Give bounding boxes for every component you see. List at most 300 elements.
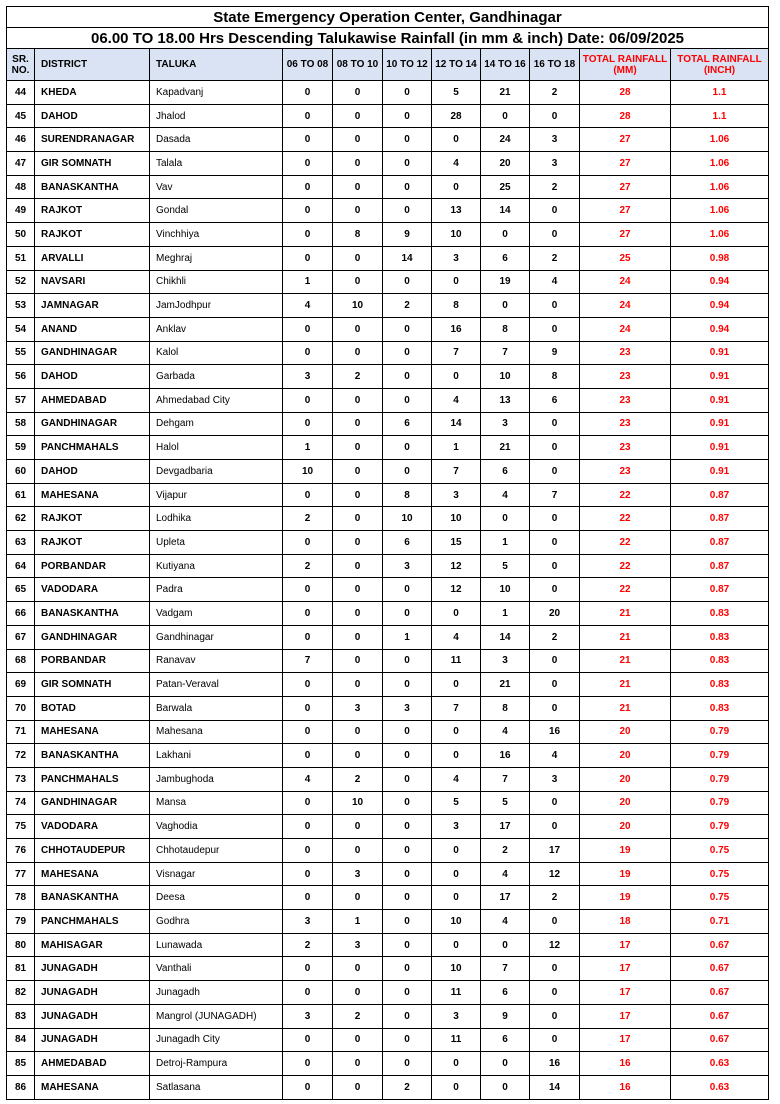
cell-rain-16-18: 3 [530,152,580,176]
table-row [7,246,769,270]
cell-rain-14-16: 1 [481,602,530,626]
cell-rain-10-12: 0 [383,886,432,910]
cell-district: RAJKOT [35,199,150,223]
cell-total-inch: 0.67 [671,933,769,957]
cell-rain-10-12: 3 [383,554,432,578]
cell-sr-no: 65 [7,578,35,602]
cell-taluka: Kalol [150,341,283,365]
cell-rain-16-18: 0 [530,223,580,247]
cell-rain-08-10: 8 [333,223,383,247]
cell-rain-06-08: 0 [283,412,333,436]
cell-total-inch: 0.87 [671,554,769,578]
cell-total-inch: 0.87 [671,507,769,531]
cell-rain-14-16: 7 [481,957,530,981]
cell-sr-no: 84 [7,1028,35,1052]
cell-total-mm: 23 [580,436,671,460]
cell-rain-14-16: 14 [481,199,530,223]
cell-rain-10-12: 0 [383,602,432,626]
cell-sr-no: 81 [7,957,35,981]
cell-rain-14-16: 21 [481,436,530,460]
cell-rain-06-08: 0 [283,696,333,720]
cell-total-mm: 20 [580,815,671,839]
cell-rain-08-10: 0 [333,483,383,507]
cell-rain-08-10: 10 [333,294,383,318]
cell-sr-no: 64 [7,554,35,578]
cell-district: MAHESANA [35,1075,150,1099]
cell-rain-12-14: 4 [432,388,481,412]
cell-rain-14-16: 8 [481,696,530,720]
cell-total-inch: 0.79 [671,815,769,839]
cell-rain-06-08: 0 [283,1028,333,1052]
cell-rain-06-08: 10 [283,460,333,484]
cell-rain-10-12: 2 [383,294,432,318]
table-row [7,460,769,484]
cell-rain-12-14: 11 [432,1028,481,1052]
cell-rain-16-18: 0 [530,436,580,460]
cell-district: JUNAGADH [35,1004,150,1028]
cell-rain-08-10: 0 [333,554,383,578]
cell-rain-12-14: 0 [432,886,481,910]
cell-rain-08-10: 2 [333,1004,383,1028]
cell-rain-06-08: 0 [283,81,333,105]
cell-sr-no: 46 [7,128,35,152]
cell-sr-no: 68 [7,649,35,673]
cell-rain-06-08: 0 [283,981,333,1005]
cell-rain-10-12: 0 [383,1028,432,1052]
cell-rain-14-16: 24 [481,128,530,152]
cell-district: BANASKANTHA [35,744,150,768]
cell-rain-16-18: 0 [530,104,580,128]
cell-sr-no: 49 [7,199,35,223]
table-row [7,175,769,199]
cell-rain-12-14: 0 [432,933,481,957]
cell-rain-14-16: 0 [481,933,530,957]
cell-rain-16-18: 0 [530,981,580,1005]
cell-total-mm: 25 [580,246,671,270]
cell-taluka: Mansa [150,791,283,815]
cell-rain-12-14: 0 [432,175,481,199]
cell-rain-08-10: 0 [333,436,383,460]
cell-rain-10-12: 0 [383,81,432,105]
cell-rain-08-10: 0 [333,460,383,484]
cell-total-inch: 0.63 [671,1052,769,1076]
cell-taluka: Lodhika [150,507,283,531]
cell-district: PORBANDAR [35,649,150,673]
cell-district: BANASKANTHA [35,886,150,910]
cell-district: GANDHINAGAR [35,412,150,436]
cell-sr-no: 47 [7,152,35,176]
cell-rain-12-14: 4 [432,625,481,649]
cell-rain-12-14: 0 [432,862,481,886]
cell-rain-10-12: 0 [383,436,432,460]
cell-rain-06-08: 0 [283,246,333,270]
cell-rain-08-10: 0 [333,815,383,839]
cell-district: BANASKANTHA [35,175,150,199]
cell-total-inch: 0.94 [671,317,769,341]
cell-district: VADODARA [35,815,150,839]
cell-taluka: Talala [150,152,283,176]
cell-district: GANDHINAGAR [35,625,150,649]
cell-rain-10-12: 6 [383,531,432,555]
cell-sr-no: 54 [7,317,35,341]
cell-rain-08-10: 0 [333,981,383,1005]
cell-rain-06-08: 4 [283,767,333,791]
cell-rain-08-10: 0 [333,152,383,176]
table-row [7,412,769,436]
table-row [7,1075,769,1099]
cell-taluka: Vanthali [150,957,283,981]
cell-rain-16-18: 0 [530,815,580,839]
cell-sr-no: 79 [7,910,35,934]
cell-sr-no: 44 [7,81,35,105]
cell-total-inch: 1.06 [671,199,769,223]
cell-rain-12-14: 0 [432,673,481,697]
cell-rain-08-10: 0 [333,412,383,436]
cell-sr-no: 73 [7,767,35,791]
cell-total-inch: 1.06 [671,152,769,176]
cell-rain-14-16: 5 [481,791,530,815]
table-row [7,554,769,578]
table-row [7,602,769,626]
cell-sr-no: 53 [7,294,35,318]
cell-total-mm: 27 [580,175,671,199]
cell-rain-12-14: 12 [432,554,481,578]
cell-rain-16-18: 12 [530,862,580,886]
cell-rain-12-14: 7 [432,460,481,484]
cell-rain-14-16: 10 [481,365,530,389]
cell-sr-no: 63 [7,531,35,555]
cell-sr-no: 66 [7,602,35,626]
cell-rain-08-10: 0 [333,507,383,531]
cell-total-inch: 0.83 [671,673,769,697]
cell-sr-no: 83 [7,1004,35,1028]
cell-rain-06-08: 0 [283,1052,333,1076]
cell-rain-10-12: 0 [383,981,432,1005]
cell-sr-no: 78 [7,886,35,910]
cell-rain-14-16: 4 [481,862,530,886]
cell-rain-10-12: 2 [383,1075,432,1099]
cell-total-inch: 0.67 [671,981,769,1005]
table-row [7,933,769,957]
cell-total-mm: 22 [580,578,671,602]
cell-total-inch: 1.06 [671,128,769,152]
table-row [7,625,769,649]
cell-district: MAHESANA [35,483,150,507]
cell-rain-12-14: 0 [432,1075,481,1099]
cell-taluka: Anklav [150,317,283,341]
cell-rain-06-08: 0 [283,791,333,815]
cell-total-inch: 0.87 [671,483,769,507]
cell-rain-10-12: 0 [383,365,432,389]
cell-taluka: Mangrol (JUNAGADH) [150,1004,283,1028]
cell-rain-10-12: 0 [383,933,432,957]
cell-rain-10-12: 14 [383,246,432,270]
cell-district: KHEDA [35,81,150,105]
cell-rain-12-14: 4 [432,152,481,176]
cell-sr-no: 59 [7,436,35,460]
cell-rain-12-14: 8 [432,294,481,318]
cell-total-mm: 17 [580,981,671,1005]
cell-sr-no: 51 [7,246,35,270]
cell-rain-12-14: 11 [432,981,481,1005]
cell-total-mm: 27 [580,152,671,176]
cell-rain-06-08: 0 [283,531,333,555]
cell-rain-06-08: 0 [283,223,333,247]
col-header-10-12: 10 TO 12 [383,49,432,81]
cell-rain-14-16: 8 [481,317,530,341]
col-header-sr-no: SR. NO. [7,49,35,81]
cell-rain-08-10: 3 [333,696,383,720]
col-header-14-16: 14 TO 16 [481,49,530,81]
cell-rain-06-08: 0 [283,1075,333,1099]
cell-taluka: Gondal [150,199,283,223]
cell-rain-14-16: 0 [481,223,530,247]
cell-rain-16-18: 4 [530,270,580,294]
cell-total-mm: 22 [580,554,671,578]
cell-rain-10-12: 9 [383,223,432,247]
cell-rain-16-18: 0 [530,910,580,934]
cell-sr-no: 72 [7,744,35,768]
cell-total-inch: 0.94 [671,294,769,318]
cell-sr-no: 52 [7,270,35,294]
cell-district: PANCHMAHALS [35,436,150,460]
table-row [7,223,769,247]
cell-rain-16-18: 0 [530,1028,580,1052]
cell-sr-no: 82 [7,981,35,1005]
table-row [7,767,769,791]
cell-rain-10-12: 8 [383,483,432,507]
cell-sr-no: 86 [7,1075,35,1099]
cell-sr-no: 77 [7,862,35,886]
cell-rain-08-10: 0 [333,199,383,223]
table-row [7,436,769,460]
cell-district: MAHISAGAR [35,933,150,957]
cell-rain-08-10: 0 [333,744,383,768]
col-header-06-08: 06 TO 08 [283,49,333,81]
table-row [7,388,769,412]
cell-rain-14-16: 9 [481,1004,530,1028]
cell-rain-14-16: 10 [481,578,530,602]
cell-taluka: Chikhli [150,270,283,294]
cell-total-mm: 20 [580,791,671,815]
cell-rain-10-12: 0 [383,270,432,294]
cell-rain-06-08: 0 [283,625,333,649]
cell-district: PANCHMAHALS [35,767,150,791]
cell-taluka: Upleta [150,531,283,555]
cell-rain-12-14: 0 [432,1052,481,1076]
cell-taluka: Jambughoda [150,767,283,791]
cell-taluka: Lakhani [150,744,283,768]
cell-total-inch: 0.67 [671,1004,769,1028]
cell-rain-08-10: 0 [333,1075,383,1099]
table-row [7,531,769,555]
cell-district: DAHOD [35,460,150,484]
cell-rain-16-18: 0 [530,696,580,720]
cell-total-mm: 23 [580,460,671,484]
report-title: State Emergency Operation Center, Gandhinagar [7,7,769,28]
cell-district: GANDHINAGAR [35,791,150,815]
cell-rain-10-12: 0 [383,1052,432,1076]
cell-sr-no: 85 [7,1052,35,1076]
cell-total-mm: 16 [580,1052,671,1076]
cell-rain-10-12: 0 [383,578,432,602]
table-row [7,365,769,389]
cell-rain-10-12: 0 [383,767,432,791]
cell-taluka: Meghraj [150,246,283,270]
cell-rain-16-18: 8 [530,365,580,389]
cell-rain-14-16: 5 [481,554,530,578]
cell-total-inch: 0.98 [671,246,769,270]
cell-rain-12-14: 7 [432,341,481,365]
cell-total-mm: 24 [580,317,671,341]
cell-taluka: Mahesana [150,720,283,744]
table-row [7,483,769,507]
cell-taluka: Junagadh [150,981,283,1005]
cell-rain-12-14: 28 [432,104,481,128]
table-row [7,507,769,531]
cell-total-mm: 23 [580,341,671,365]
cell-total-inch: 0.91 [671,341,769,365]
cell-rain-10-12: 6 [383,412,432,436]
cell-rain-14-16: 3 [481,412,530,436]
cell-total-inch: 0.75 [671,886,769,910]
cell-sr-no: 58 [7,412,35,436]
cell-total-mm: 27 [580,199,671,223]
cell-district: DAHOD [35,104,150,128]
cell-rain-12-14: 0 [432,744,481,768]
table-row [7,886,769,910]
cell-rain-16-18: 0 [530,673,580,697]
cell-rain-16-18: 2 [530,81,580,105]
cell-sr-no: 75 [7,815,35,839]
cell-taluka: Visnagar [150,862,283,886]
cell-rain-14-16: 6 [481,460,530,484]
cell-sr-no: 70 [7,696,35,720]
cell-taluka: Kutiyana [150,554,283,578]
table-row [7,1028,769,1052]
cell-rain-16-18: 0 [530,531,580,555]
cell-sr-no: 48 [7,175,35,199]
cell-rain-06-08: 0 [283,862,333,886]
cell-sr-no: 50 [7,223,35,247]
cell-rain-12-14: 3 [432,246,481,270]
cell-district: BANASKANTHA [35,602,150,626]
cell-district: BOTAD [35,696,150,720]
cell-sr-no: 45 [7,104,35,128]
cell-taluka: Lunawada [150,933,283,957]
cell-rain-08-10: 0 [333,531,383,555]
table-row [7,791,769,815]
cell-rain-12-14: 16 [432,317,481,341]
cell-sr-no: 67 [7,625,35,649]
cell-taluka: Vadgam [150,602,283,626]
cell-rain-12-14: 15 [432,531,481,555]
cell-rain-06-08: 0 [283,175,333,199]
cell-rain-16-18: 0 [530,507,580,531]
cell-district: JUNAGADH [35,1028,150,1052]
cell-rain-16-18: 0 [530,578,580,602]
cell-rain-06-08: 2 [283,507,333,531]
cell-rain-12-14: 0 [432,270,481,294]
cell-rain-16-18: 17 [530,839,580,863]
cell-total-mm: 21 [580,696,671,720]
cell-sr-no: 55 [7,341,35,365]
cell-rain-16-18: 4 [530,744,580,768]
cell-total-mm: 22 [580,483,671,507]
cell-district: JAMNAGAR [35,294,150,318]
cell-sr-no: 62 [7,507,35,531]
table-row [7,104,769,128]
cell-total-inch: 0.75 [671,839,769,863]
cell-district: GANDHINAGAR [35,341,150,365]
cell-total-mm: 17 [580,1004,671,1028]
cell-district: AHMEDABAD [35,388,150,412]
table-row [7,839,769,863]
cell-district: GIR SOMNATH [35,152,150,176]
cell-rain-10-12: 0 [383,341,432,365]
cell-total-mm: 23 [580,388,671,412]
cell-rain-06-08: 0 [283,199,333,223]
cell-rain-14-16: 6 [481,981,530,1005]
cell-total-inch: 1.06 [671,175,769,199]
cell-rain-16-18: 2 [530,625,580,649]
cell-rain-06-08: 0 [283,720,333,744]
cell-rain-16-18: 0 [530,1004,580,1028]
cell-taluka: Junagadh City [150,1028,283,1052]
cell-total-mm: 19 [580,862,671,886]
cell-rain-14-16: 21 [481,81,530,105]
cell-rain-08-10: 0 [333,720,383,744]
cell-rain-12-14: 5 [432,81,481,105]
cell-rain-10-12: 0 [383,649,432,673]
cell-rain-08-10: 0 [333,1028,383,1052]
cell-rain-16-18: 0 [530,791,580,815]
cell-rain-08-10: 0 [333,602,383,626]
cell-rain-14-16: 7 [481,341,530,365]
cell-total-inch: 0.87 [671,578,769,602]
cell-total-inch: 1.06 [671,223,769,247]
cell-rain-16-18: 3 [530,128,580,152]
cell-rain-10-12: 0 [383,957,432,981]
cell-taluka: Godhra [150,910,283,934]
cell-total-mm: 20 [580,744,671,768]
cell-rain-06-08: 0 [283,104,333,128]
cell-rain-12-14: 5 [432,791,481,815]
cell-rain-06-08: 3 [283,910,333,934]
cell-total-mm: 28 [580,81,671,105]
cell-taluka: Satlasana [150,1075,283,1099]
cell-rain-06-08: 2 [283,933,333,957]
cell-sr-no: 69 [7,673,35,697]
cell-rain-14-16: 3 [481,649,530,673]
cell-rain-12-14: 11 [432,649,481,673]
cell-rain-08-10: 1 [333,910,383,934]
cell-rain-06-08: 0 [283,128,333,152]
cell-district: MAHESANA [35,862,150,886]
cell-rain-10-12: 0 [383,388,432,412]
cell-rain-12-14: 1 [432,436,481,460]
cell-taluka: Dehgam [150,412,283,436]
cell-rain-14-16: 0 [481,104,530,128]
cell-total-mm: 21 [580,649,671,673]
cell-rain-16-18: 0 [530,412,580,436]
cell-total-inch: 0.67 [671,957,769,981]
cell-rain-08-10: 0 [333,317,383,341]
cell-rain-08-10: 0 [333,625,383,649]
cell-taluka: Jhalod [150,104,283,128]
cell-taluka: Gandhinagar [150,625,283,649]
cell-rain-10-12: 0 [383,1004,432,1028]
